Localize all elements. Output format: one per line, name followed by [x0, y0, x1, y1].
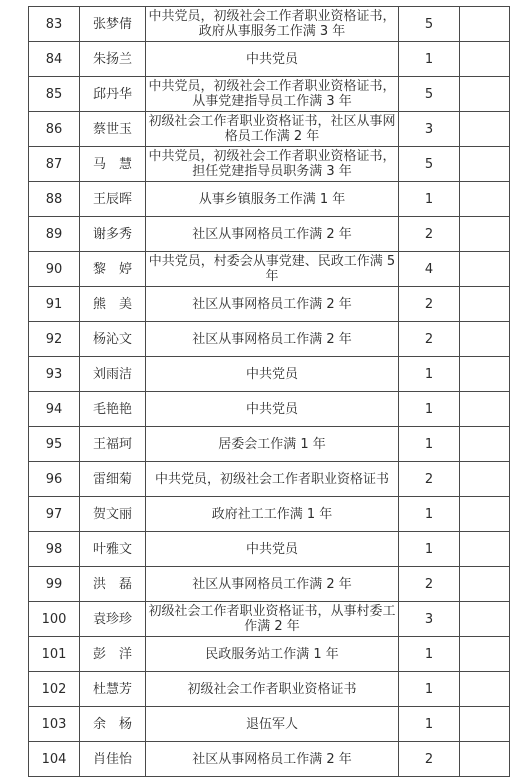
table-row — [29, 532, 510, 567]
qualification-cell: 民政服务站工作满 1 年 — [146, 637, 399, 672]
applicant-name-cell: 邱丹华 — [80, 77, 146, 112]
table-row — [29, 742, 510, 777]
row-number-cell: 99 — [29, 567, 80, 602]
row-number-cell: 96 — [29, 462, 80, 497]
note-cell — [460, 532, 510, 567]
applicant-name-cell: 肖佳怡 — [80, 742, 146, 777]
table-row — [29, 637, 510, 672]
table-row — [29, 497, 510, 532]
score-cell: 1 — [399, 42, 460, 77]
score-cell: 1 — [399, 532, 460, 567]
score-cell: 1 — [399, 427, 460, 462]
score-cell: 3 — [399, 112, 460, 147]
qualification-cell: 中共党员，初级社会工作者职业资格证书 — [146, 462, 399, 497]
table-row — [29, 672, 510, 707]
qualification-cell: 初级社会工作者职业资格证书，从事村委工作满 2 年 — [146, 602, 399, 637]
note-cell — [460, 77, 510, 112]
note-cell — [460, 602, 510, 637]
table-row — [29, 357, 510, 392]
row-number-cell: 90 — [29, 252, 80, 287]
applicant-name-cell: 马 慧 — [80, 147, 146, 182]
row-number-cell: 94 — [29, 392, 80, 427]
table-row — [29, 602, 510, 637]
applicant-name-cell: 毛艳艳 — [80, 392, 146, 427]
note-cell — [460, 637, 510, 672]
score-cell: 2 — [399, 287, 460, 322]
applicant-name-cell: 叶雅文 — [80, 532, 146, 567]
qualification-cell: 中共党员 — [146, 42, 399, 77]
score-cell: 4 — [399, 252, 460, 287]
note-cell — [460, 497, 510, 532]
qualification-cell: 中共党员 — [146, 357, 399, 392]
qualification-cell: 社区从事网格员工作满 2 年 — [146, 742, 399, 777]
row-number-cell: 86 — [29, 112, 80, 147]
row-number-cell: 103 — [29, 707, 80, 742]
score-cell: 1 — [399, 357, 460, 392]
table-row — [29, 42, 510, 77]
score-cell: 2 — [399, 322, 460, 357]
applicant-name-cell: 熊 美 — [80, 287, 146, 322]
applicant-name-cell: 杜慧芳 — [80, 672, 146, 707]
table-body — [29, 7, 510, 777]
score-cell: 2 — [399, 567, 460, 602]
applicant-name-cell: 雷细菊 — [80, 462, 146, 497]
table-row — [29, 217, 510, 252]
row-number-cell: 89 — [29, 217, 80, 252]
applicant-name-cell: 王福珂 — [80, 427, 146, 462]
applicant-name-cell: 黎 婷 — [80, 252, 146, 287]
score-cell: 1 — [399, 637, 460, 672]
note-cell — [460, 742, 510, 777]
applicant-name-cell: 刘雨洁 — [80, 357, 146, 392]
table-row — [29, 77, 510, 112]
row-number-cell: 93 — [29, 357, 80, 392]
applicant-score-table — [28, 6, 510, 777]
row-number-cell: 88 — [29, 182, 80, 217]
note-cell — [460, 427, 510, 462]
applicant-name-cell: 王辰晖 — [80, 182, 146, 217]
score-cell: 2 — [399, 462, 460, 497]
table-row — [29, 392, 510, 427]
row-number-cell: 87 — [29, 147, 80, 182]
table-row — [29, 427, 510, 462]
applicant-name-cell: 杨沁文 — [80, 322, 146, 357]
note-cell — [460, 147, 510, 182]
applicant-name-cell: 蔡世玉 — [80, 112, 146, 147]
qualification-cell: 退伍军人 — [146, 707, 399, 742]
score-cell: 1 — [399, 707, 460, 742]
qualification-cell: 社区从事网格员工作满 2 年 — [146, 217, 399, 252]
qualification-cell: 中共党员，村委会从事党建、民政工作满 5 年 — [146, 252, 399, 287]
applicant-name-cell: 袁珍珍 — [80, 602, 146, 637]
qualification-cell: 中共党员，初级社会工作者职业资格证书，从事党建指导员工作满 3 年 — [146, 77, 399, 112]
score-cell: 5 — [399, 7, 460, 42]
table-row — [29, 462, 510, 497]
applicant-name-cell: 彭 洋 — [80, 637, 146, 672]
qualification-cell: 社区从事网格员工作满 2 年 — [146, 287, 399, 322]
qualification-cell: 中共党员 — [146, 392, 399, 427]
qualification-cell: 中共党员 — [146, 532, 399, 567]
note-cell — [460, 182, 510, 217]
score-cell: 1 — [399, 497, 460, 532]
row-number-cell: 83 — [29, 7, 80, 42]
score-cell: 2 — [399, 217, 460, 252]
row-number-cell: 98 — [29, 532, 80, 567]
note-cell — [460, 672, 510, 707]
note-cell — [460, 7, 510, 42]
score-cell: 1 — [399, 672, 460, 707]
table-row — [29, 147, 510, 182]
score-cell: 5 — [399, 77, 460, 112]
score-cell: 1 — [399, 392, 460, 427]
table-row — [29, 707, 510, 742]
applicant-name-cell: 张梦倩 — [80, 7, 146, 42]
note-cell — [460, 252, 510, 287]
table-row — [29, 567, 510, 602]
note-cell — [460, 112, 510, 147]
note-cell — [460, 217, 510, 252]
qualification-cell: 中共党员，初级社会工作者职业资格证书，政府从事服务工作满 3 年 — [146, 7, 399, 42]
applicant-name-cell: 贺文丽 — [80, 497, 146, 532]
row-number-cell: 92 — [29, 322, 80, 357]
applicant-name-cell: 余 杨 — [80, 707, 146, 742]
score-cell: 1 — [399, 182, 460, 217]
row-number-cell: 85 — [29, 77, 80, 112]
qualification-cell: 初级社会工作者职业资格证书 — [146, 672, 399, 707]
applicant-name-cell: 洪 磊 — [80, 567, 146, 602]
row-number-cell: 104 — [29, 742, 80, 777]
applicant-name-cell: 朱扬兰 — [80, 42, 146, 77]
row-number-cell: 102 — [29, 672, 80, 707]
score-cell: 3 — [399, 602, 460, 637]
row-number-cell: 97 — [29, 497, 80, 532]
score-cell: 5 — [399, 147, 460, 182]
row-number-cell: 101 — [29, 637, 80, 672]
table-row — [29, 112, 510, 147]
qualification-cell: 社区从事网格员工作满 2 年 — [146, 322, 399, 357]
row-number-cell: 100 — [29, 602, 80, 637]
note-cell — [460, 567, 510, 602]
note-cell — [460, 42, 510, 77]
note-cell — [460, 322, 510, 357]
applicant-name-cell: 谢多秀 — [80, 217, 146, 252]
row-number-cell: 95 — [29, 427, 80, 462]
note-cell — [460, 357, 510, 392]
qualification-cell: 社区从事网格员工作满 2 年 — [146, 567, 399, 602]
qualification-cell: 居委会工作满 1 年 — [146, 427, 399, 462]
note-cell — [460, 392, 510, 427]
qualification-cell: 从事乡镇服务工作满 1 年 — [146, 182, 399, 217]
note-cell — [460, 707, 510, 742]
qualification-cell: 中共党员，初级社会工作者职业资格证书，担任党建指导员职务满 3 年 — [146, 147, 399, 182]
table-row — [29, 322, 510, 357]
table-row — [29, 7, 510, 42]
row-number-cell: 91 — [29, 287, 80, 322]
table-row — [29, 252, 510, 287]
qualification-cell: 初级社会工作者职业资格证书，社区从事网格员工作满 2 年 — [146, 112, 399, 147]
note-cell — [460, 462, 510, 497]
table-row — [29, 287, 510, 322]
score-cell: 2 — [399, 742, 460, 777]
row-number-cell: 84 — [29, 42, 80, 77]
table-row — [29, 182, 510, 217]
qualification-cell: 政府社工工作满 1 年 — [146, 497, 399, 532]
note-cell — [460, 287, 510, 322]
